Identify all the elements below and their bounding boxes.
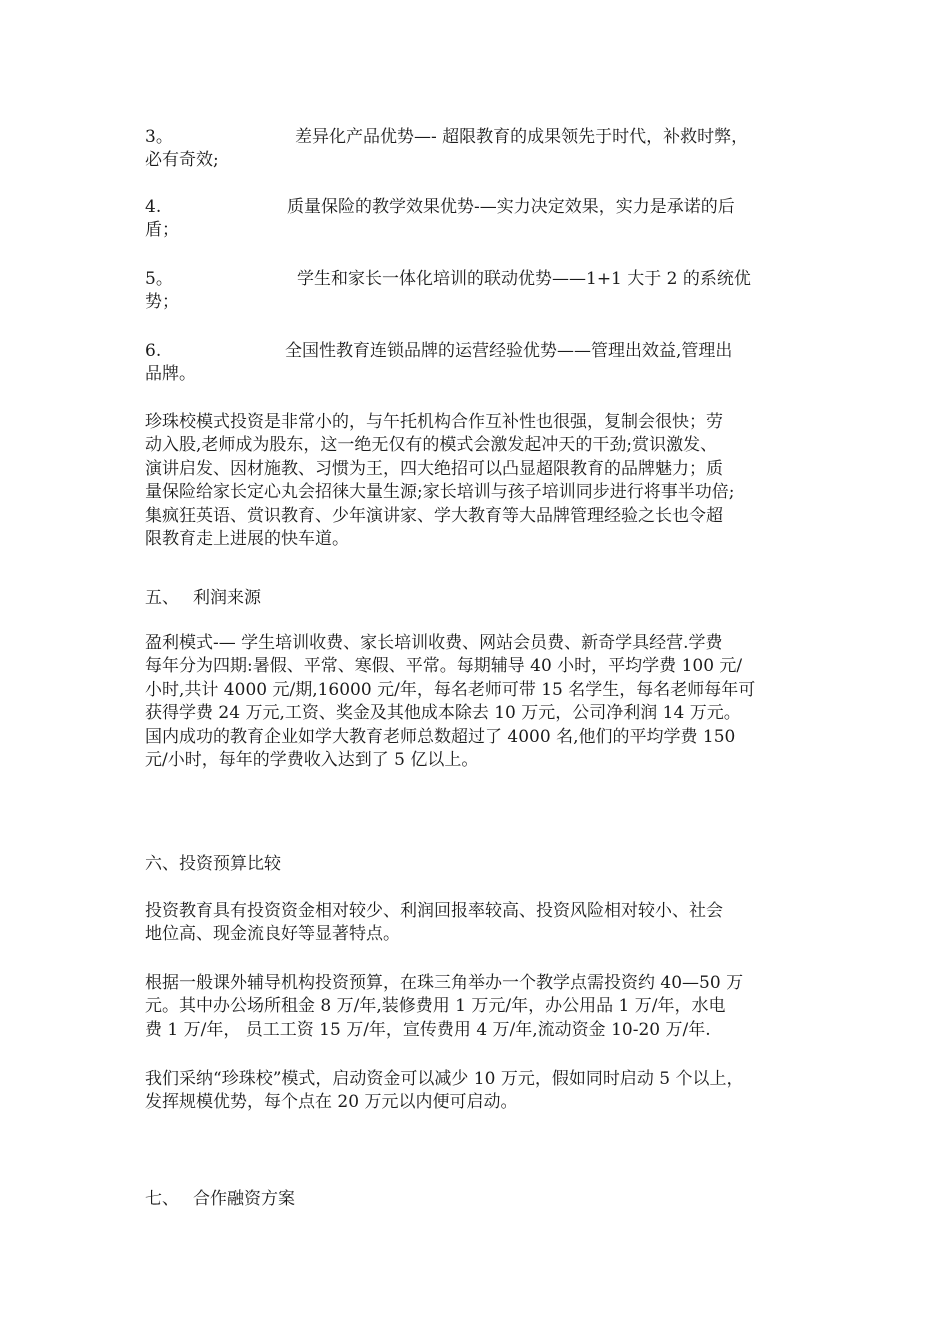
text-line: 量保险给家长定心丸会招徕大量生源;家长培训与孩子培训同步进行将事半功倍;	[145, 482, 735, 503]
list-item	[145, 196, 810, 242]
text-line: 元/小时，每年的学费收入达到了 5 亿以上。	[145, 750, 479, 771]
text-line: 我们采纳“珍珠校”模式，启动资金可以减少 10 万元，假如同时启动 5 个以上，	[145, 1069, 744, 1089]
section-number: 六、	[145, 854, 179, 874]
paragraph-invest-startup	[145, 1068, 810, 1115]
text-line: 演讲启发、因材施教、习惯为王，四大绝招可以凸显超限教育的品牌魅力；质	[145, 458, 723, 479]
list-text-line: 全国性教育连锁品牌的运营经验优势——管理出效益,管理出	[285, 341, 733, 361]
paragraph-profit	[145, 632, 810, 772]
section-heading	[145, 853, 810, 876]
text-line: 国内成功的教育企业如学大教育老师总数超过了 4000 名,他们的平均学费 150	[145, 726, 736, 747]
text-line: 限教育走上进展的快车道。	[145, 529, 349, 550]
text-line: 获得学费 24 万元,工资、奖金及其他成本除去 10 万元，公司净利润 14 万元。	[145, 703, 741, 724]
section-title: 合作融资方案	[193, 1189, 295, 1209]
text-line: 动入股,老师成为股东，这一绝无仅有的模式会激发起冲天的干劲;赏识激发、	[145, 435, 718, 456]
text-line: 盈利模式-— 学生培训收费、家长培训收费、网站会员费、新奇学具经营.学费	[145, 633, 723, 653]
list-number: 3。	[145, 127, 173, 147]
text-line: 元。其中办公场所租金 8 万/年,装修费用 1 万元/年，办公用品 1 万/年，水电	[145, 996, 726, 1017]
list-text-line: 品牌。	[145, 364, 196, 384]
section-title: 投资预算比较	[179, 854, 281, 874]
text-line: 地位高、现金流良好等显著特点。	[145, 924, 400, 945]
list-number: 5。	[145, 269, 173, 289]
list-item	[145, 340, 810, 386]
list-number: 6.	[145, 341, 162, 361]
text-line: 根据一般课外辅导机构投资预算，在珠三角举办一个教学点需投资约 40—50 万	[145, 973, 744, 993]
list-text-line: 学生和家长一体化培训的联动优势——1+1 大于 2 的系统优	[297, 269, 751, 289]
text-line: 费 1 万/年， 员工工资 15 万/年，宣传费用 4 万/年,流动资金 10-20 万/年.	[145, 1019, 711, 1040]
list-text-line: 必有奇效;	[145, 150, 219, 170]
list-text-line: 质量保险的教学效果优势-—实力决定效果，实力是承诺的后	[287, 197, 735, 217]
text-line: 小时,共计 4000 元/期,16000 元/年，每名老师可带 15 名学生，每名老师每年可	[145, 679, 756, 700]
section-heading	[145, 587, 810, 610]
section-heading	[145, 1188, 810, 1211]
list-text-line: 盾；	[145, 220, 179, 240]
section-number: 五、	[145, 588, 179, 608]
list-item	[145, 268, 810, 314]
paragraph-model	[145, 411, 810, 551]
text-line: 发挥规模优势，每个点在 20 万元以内便可启动。	[145, 1092, 518, 1113]
list-number: 4.	[145, 197, 162, 217]
list-text-line: 差异化产品优势—- 超限教育的成果领先于时代，补救时弊，	[295, 127, 749, 147]
text-line: 珍珠校模式投资是非常小的，与午托机构合作互补性也很强，复制会很快；劳	[145, 412, 723, 432]
section-title: 利润来源	[193, 588, 261, 608]
text-line: 集疯狂英语、赏识教育、少年演讲家、学大教育等大品牌管理经验之长也令超	[145, 505, 723, 526]
text-line: 每年分为四期:暑假、平常、寒假、平常。每期辅导 40 小时，平均学费 100 元/	[145, 656, 743, 677]
list-item	[145, 126, 810, 172]
list-text-line: 势；	[145, 292, 179, 312]
text-line: 投资教育具有投资资金相对较少、利润回报率较高、投资风险相对较小、社会	[145, 901, 723, 921]
paragraph-invest-budget	[145, 972, 810, 1042]
paragraph-invest-features	[145, 900, 810, 947]
section-number: 七、	[145, 1189, 179, 1209]
